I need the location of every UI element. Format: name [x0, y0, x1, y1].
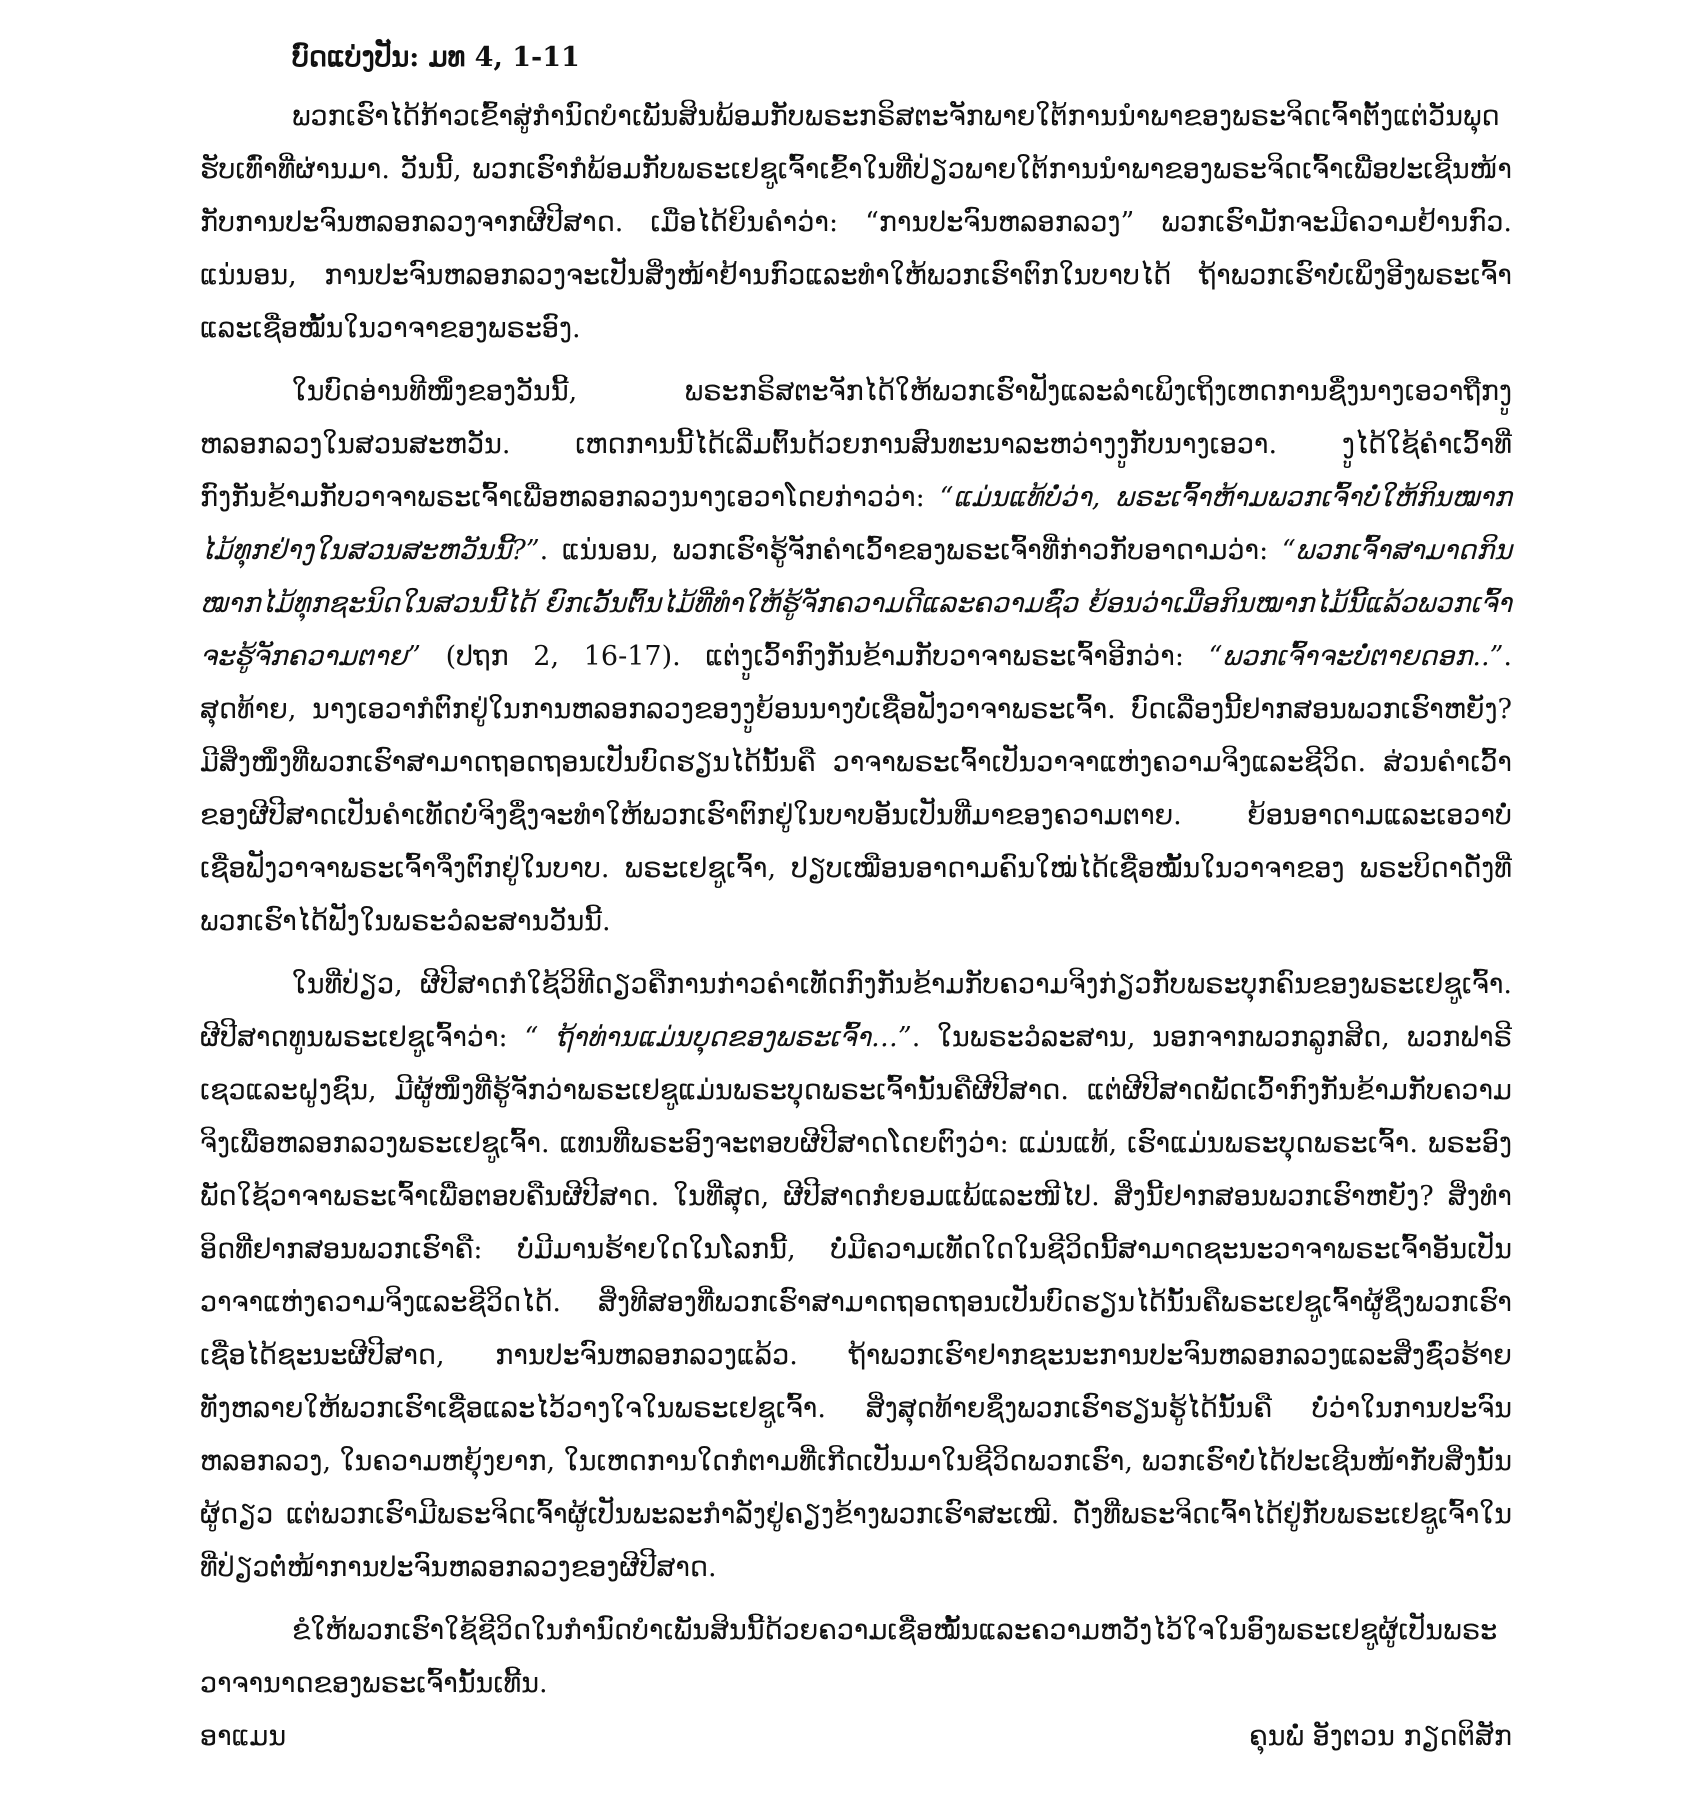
quote-text: “ແມ່ນແທ້ບໍ່ວ່າ, ພຣະເຈົ້າຫ້າມພວກເຈົ້າບໍ່ໃຫ້ກິນໝາກໄມ້ທຸກຢ່າງໃນສວນສະຫວັນນີ້?”	[200, 482, 1512, 566]
document-page	[200, 38, 1512, 1763]
paragraph-text: . ສຸດທ້າຍ, ນາງເອວາກໍຕົກຢູ່ໃນການຫລອກລວງຂອງງູຍ້ອນນາງບໍ່ເຊື່ອຟັງວາຈາພຣະເຈົ້າ. ບົດເລື່ອງນີ້ຢາກສອນພວກເຮົາຫຍັງ? ມີສິ່ງໜຶ່ງທີ່ພວກເຮົາສາມາດຖອດຖອນເປັນບົດຮຽນໄດ້ນັ້ນຄື ວາຈາພຣະເຈົ້າເປັນວາຈາແຫ່ງຄວາມຈິງແລະຊີວິດ. ສ່ວນຄໍາເວົ້າຂອງຜີປີສາດເປັນຄໍາເທັດບໍ່ຈິງຊຶ່ງຈະທໍາໃຫ້ພວກເຮົາຕົກຢູ່ໃນບາບອັນເປັນທີ່ມາຂອງຄວາມຕາຍ. ຍ້ອນອາດາມແລະເອວາບໍ່ເຊື່ອຟັງວາຈາພຣະເຈົ້າຈຶ່ງຕົກຢູ່ໃນບາບ. ພຣະເຢຊູເຈົ້າ, ປຽບເໝືອນອາດາມຄົນໃໝ່ໄດ້ເຊື່ອໝັ້ນໃນວາຈາຂອງ ພຣະບິດາດັ່ງທີ່ພວກເຮົາໄດ້ຟັງໃນພຣະວໍລະສານວັນນີ້.	[200, 641, 1512, 937]
paragraph-text: ໃນບົດອ່ານທີໜຶ່ງຂອງວັນນີ້, ພຣະກຣິສຕະຈັກໄດ້ໃຫ້ພວກເຮົາຟັງແລະລໍາເພິງເຖິງເຫດການຊຶ່ງນາງເອວາຖືກງູຫລອກລວງໃນສວນສະຫວັນ. ເຫດການນີ້ໄດ້ເລີ່ມຕົ້ນດ້ວຍການສົນທະນາລະຫວ່າງງູກັບນາງເອວາ. ງູໄດ້ໃຊ້ຄໍາເວົ້າທີ່ກົງກັນຂ້າມກັບວາຈາພຣະເຈົ້າເພື່ອຫລອກລວງນາງເອວາໂດຍກ່າວວ່າ:	[200, 376, 1512, 513]
paragraph-gospel	[200, 958, 1512, 1594]
amen-text: ອາແມນ	[200, 1721, 287, 1752]
paragraph-intro	[200, 90, 1512, 355]
quote-text: “ພວກເຈົ້າຈະບໍ່ຕາຍດອກ..”	[1208, 641, 1504, 672]
paragraph-conclusion	[200, 1604, 1512, 1710]
paragraph-text: . ແນ່ນອນ, ພວກເຮົາຮູ້ຈັກຄໍາເວົ້າຂອງພຣະເຈົ້າທີ່ກ່າວກັບອາດາມວ່າ:	[539, 535, 1282, 566]
sermon-title: ບົດແບ່ງປັນ: ມທ 4, 1-11	[292, 42, 580, 73]
closing-line	[200, 1710, 1512, 1763]
quote-text: “ ຖ້າທ່ານແມ່ນບຸດຂອງພຣະເຈົ້າ…”	[524, 1022, 912, 1053]
paragraph-text: . ໃນພຣະວໍລະສານ, ນອກຈາກພວກລູກສິດ, ພວກຟາຣີເຊວແລະຝູງຊົນ, ມີຜູ້ໜຶ່ງທີ່ຮູ້ຈັກວ່າພຣະເຢຊູແມ່ນພຣະບຸດພຣະເຈົ້ານັ້ນຄືຜີປີສາດ. ແຕ່ຜີປີສາດພັດເວົ້າກົງກັນຂ້າມກັບຄວາມຈິງເພື່ອຫລອກລວງພຣະເຢຊູເຈົ້າ. ແທນທີ່ພຣະອົງຈະຕອບຜີປີສາດໂດຍຕົງວ່າ: ແມ່ນແທ້, ເຮົາແມ່ນພຣະບຸດພຣະເຈົ້າ. ພຣະອົງພັດໃຊ້ວາຈາພຣະເຈົ້າເພື່ອຕອບຄືນຜີປີສາດ. ໃນທີ່ສຸດ, ຜີປີສາດກໍຍອມແພ້ແລະໜີໄປ. ສິ່ງນີ້ຢາກສອນພວກເຮົາຫຍັງ? ສິ່ງທໍາອິດທີ່ຢາກສອນພວກເຮົາຄື: ບໍ່ມີມານຮ້າຍໃດໃນໂລກນີ້, ບໍ່ມີຄວາມເທັດໃດໃນຊີວິດນີ້ສາມາດຊະນະວາຈາພຣະເຈົ້າອັນເປັນວາຈາແຫ່ງຄວາມຈິງແລະຊີວິດໄດ້. ສິ່ງທີສອງທີ່ພວກເຮົາສາມາດຖອດຖອນເປັນບົດຮຽນໄດ້ນັ້ນຄືພຣະເຢຊູເຈົ້າຜູ້ຊຶ່ງພວກເຮົາເຊື່ອໄດ້ຊະນະຜີປີສາດ, ການປະຈົນຫລອກລວງແລ້ວ. ຖ້າພວກເຮົາຢາກຊະນະການປະຈົນຫລອກລວງແລະສິ່ງຊົ່ວຮ້າຍທັງຫລາຍໃຫ້ພວກເຮົາເຊື່ອແລະໄວ້ວາງໃຈໃນພຣະເຢຊູເຈົ້າ. ສິ່ງສຸດທ້າຍຊຶ່ງພວກເຮົາຮຽນຮູ້ໄດ້ນັ້ນຄື ບໍ່ວ່າໃນການປະຈົນຫລອກລວງ, ໃນຄວາມຫຍຸ້ງຍາກ, ໃນເຫດການໃດກໍຕາມທີ່ເກີດເປັນມາໃນຊີວິດພວກເຮົາ, ພວກເຮົາບໍ່ໄດ້ປະເຊີນໜ້າກັບສິ່ງນັ້ນຜູ້ດຽວ ແຕ່ພວກເຮົາມີພຣະຈິດເຈົ້າຜູ້ເປັນພະລະກໍາລັງຢູ່ຄຽງຂ້າງພວກເຮົາສະເໝີ. ດັ່ງທີ່ພຣະຈິດເຈົ້າໄດ້ຢູ່ກັບພຣະເຢຊູເຈົ້າໃນທີ່ປ່ຽວຕໍ່ໜ້າການປະຈົນຫລອກລວງຂອງຜີປີສາດ.	[200, 1022, 1512, 1583]
paragraph-text: ໃນທີ່ປ່ຽວ, ຜີປີສາດກໍໃຊ້ວິທີດຽວຄືການກ່າວຄໍາເທັດກົງກັນຂ້າມກັບຄວາມຈິງກ່ຽວກັບພຣະບຸກຄົນຂອງພຣະເຢຊູເຈົ້າ. ຜີປີສາດທູນພຣະເຢຊູເຈົ້າວ່າ:	[200, 969, 1512, 1053]
paragraph-text: (ປຖກ 2, 16-17). ແຕ່ງູເວົ້າກົງກັນຂ້າມກັບວາຈາພຣະເຈົ້າອີກວ່າ:	[420, 641, 1209, 672]
paragraph-first-reading	[200, 365, 1512, 948]
author-signature: ຄຸນພໍ່ ອັງຕວນ ກຽດຕິສັກ	[1249, 1721, 1512, 1752]
quote-text: “ພວກເຈົ້າສາມາດກິນໝາກໄມ້ທຸກຊະນິດໃນສວນນີ້ໄດ້ ຍົກເວັ້ນຕົ້ນໄມ້ທີ່ທໍາໃຫ້ຮູ້ຈັກຄວາມດີແລະຄວາມຊົ່ວ ຍ້ອນວ່າເມື່ອກິນໝາກໄມ້ນີ້ແລ້ວພວກເຈົ້າຈະຮູ້ຈັກຄວາມຕາຍ”	[200, 535, 1512, 672]
paragraph-text: ພວກເຮົາໄດ້ກ້າວເຂົ້າສູ່ກໍານົດບໍາເພັນສິນພ້ອມກັບພຣະກຣິສຕະຈັກພາຍໃຕ້ການນໍາພາຂອງພຣະຈິດເຈົ້າຕັ້ງແຕ່ວັນພຸດຮັບເທົ່າທີ່ຜ່ານມາ. ວັນນີ້, ພວກເຮົາກໍພ້ອມກັບພຣະເຢຊູເຈົ້າເຂົ້າໃນທີ່ປ່ຽວພາຍໃຕ້ການນໍາພາຂອງພຣະຈິດເຈົ້າເພື່ອປະເຊີນໜ້າກັບການປະຈົນຫລອກລວງຈາກຜີປີສາດ. ເມື່ອໄດ້ຍິນຄໍາວ່າ: “ການປະຈົນຫລອກລວງ” ພວກເຮົາມັກຈະມີຄວາມຢ້ານກົວ. ແນ່ນອນ, ການປະຈົນຫລອກລວງຈະເປັນສິ່ງໜ້າຢ້ານກົວແລະທໍາໃຫ້ພວກເຮົາຕົກໃນບາບໄດ້ ຖ້າພວກເຮົາບໍ່ເພິ່ງອີງພຣະເຈົ້າ ແລະເຊື່ອໝັ້ນໃນວາຈາຂອງພຣະອົງ.	[200, 101, 1512, 344]
paragraph-text: ຂໍໃຫ້ພວກເຮົາໃຊ້ຊີວິດໃນກໍານົດບໍາເພັນສິນນີ້ດ້ວຍຄວາມເຊື່ອໝັ້ນແລະຄວາມຫວັງໄວ້ໃຈໃນອົງພຣະເຢຊູຜູ້ເປັນພຣະວາຈານາດຂອງພຣະເຈົ້ານັ້ນເທີ້ນ.	[200, 1615, 1498, 1699]
